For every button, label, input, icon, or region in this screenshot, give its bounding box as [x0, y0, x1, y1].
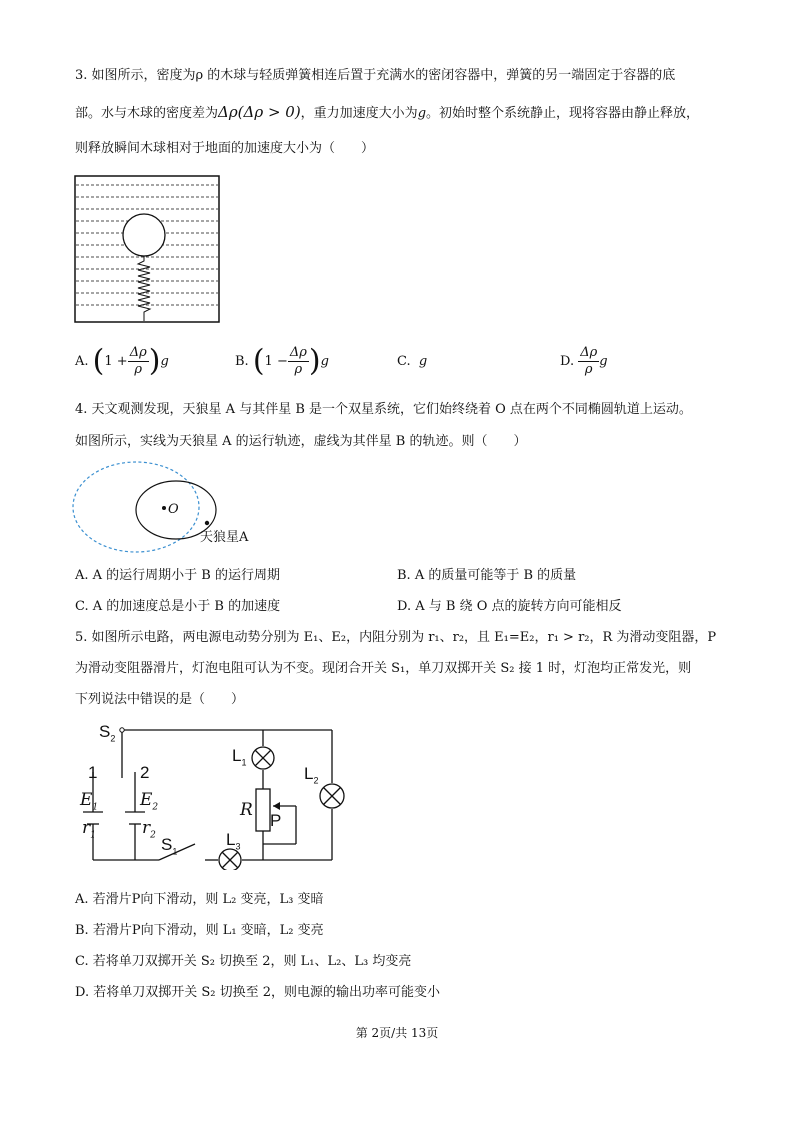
option-label: C.: [397, 354, 411, 369]
r2-label: $r_2$: [142, 818, 156, 841]
q3-b-numerator: Δρ: [289, 345, 307, 360]
q3-d-denominator: ρ: [584, 362, 593, 377]
q3-a-term: 1 +: [104, 354, 128, 369]
q5-stem-line2: 为滑动变阻器滑片，灯泡电阻可认为不变。现闭合开关 S₁，单刀双掷开关 S₂ 接 1 时，灯泡均正常发光，则: [75, 661, 692, 676]
terminal-1-label: 1: [88, 763, 98, 782]
q5-option-c[interactable]: C. 若将单刀双掷开关 S₂ 切换至 2，则 L₁、L₂、L₃ 均变亮: [75, 954, 412, 969]
q3-a-denominator: ρ: [134, 362, 143, 377]
q3-d-numerator: Δρ: [580, 345, 598, 360]
q3-g: g: [417, 106, 427, 121]
q3-b-denominator: ρ: [294, 362, 303, 377]
e2-label: $E_2$: [140, 790, 159, 813]
q3-option-d[interactable]: [560, 345, 608, 378]
q4-sirius-a-label: 天狼星A: [200, 530, 249, 545]
q3-a-g: g: [160, 354, 169, 369]
s1-label: $S_1$: [161, 835, 178, 857]
s2-label: $S_2$: [99, 722, 116, 744]
q5-option-d[interactable]: D. 若将单刀双掷开关 S₂ 切换至 2，则电源的输出功率可能变小: [75, 985, 441, 1000]
q3-d-g: g: [599, 354, 608, 369]
q3-density-expr: Δρ(Δρ > 0): [218, 103, 301, 121]
q3-b-g: g: [320, 354, 329, 369]
page-footer: 第 2页/共 13页: [355, 1026, 439, 1040]
q3-text: ，重力加速度大小为: [300, 106, 418, 121]
option-label: D.: [560, 354, 575, 369]
q4-option-a[interactable]: A. A 的运行周期小于 B 的运行周期: [75, 568, 280, 583]
q3-container-figure: [74, 175, 220, 323]
q4-option-c[interactable]: C. A 的加速度总是小于 B 的加速度: [75, 599, 281, 614]
q5-circuit-figure: [75, 718, 345, 870]
l2-label: $L_2$: [304, 764, 319, 786]
q3-option-a[interactable]: A. (1 + $\frac{\Delta\rho}{\rho}$ )g: [75, 343, 169, 379]
e1-label: $E_1$: [80, 790, 99, 813]
q3-stem-line2: [75, 102, 699, 124]
q3-b-term: 1 −: [264, 354, 288, 369]
l3-label: $L_3$: [226, 830, 241, 852]
q4-point-o-label: O: [168, 502, 179, 517]
q5-stem-line3: 下列说法中错误的是（ ）: [75, 692, 245, 707]
q5-stem-line1: 5. 如图所示电路，两电源电动势分别为 E₁、E₂，内阻分别为 r₁、r₂，且 E₁=E₂，r₁ > r₂，R 为滑动变阻器，P: [75, 630, 717, 645]
option-label: B.: [235, 354, 249, 369]
r1-label: $r_1$: [82, 818, 96, 841]
option-label: A.: [75, 354, 89, 369]
l1-label: $L_1$: [232, 746, 247, 768]
q3-a-numerator: Δρ: [129, 345, 147, 360]
q3-option-c[interactable]: [397, 352, 427, 372]
q4-stem-line2: 如图所示，实线为天狼星 A 的运行轨迹，虚线为其伴星 B 的轨迹。则（ ）: [75, 434, 527, 449]
terminal-2-label: 2: [140, 763, 150, 782]
q3-text: 。初始时整个系统静止，现将容器由静止释放，: [426, 106, 700, 121]
q4-stem-line1: 4. 天文观测发现，天狼星 A 与其伴星 B 是一个双星系统，它们始终绕着 O 点在两个不同椭圆轨道上运动。: [75, 402, 692, 417]
slider-p-label: P: [270, 811, 282, 830]
q3-c-g: g: [418, 354, 428, 369]
q3-stem-line1: 3. 如图所示，密度为ρ 的木球与轻质弹簧相连后置于充满水的密闭容器中，弹簧的另一端固定于容器的底: [75, 68, 676, 83]
q5-option-a[interactable]: A. 若滑片P向下滑动，则 L₂ 变亮，L₃ 变暗: [75, 892, 324, 907]
q3-option-b[interactable]: B. (1 − $\frac{\Delta\rho}{\rho}$ )g: [235, 343, 329, 379]
q3-text: 部。水与木球的密度差为: [75, 106, 219, 121]
rheostat-r-label: R: [240, 800, 253, 820]
q4-option-b[interactable]: B. A 的质量可能等于 B 的质量: [397, 568, 577, 583]
q3-stem-line3: 则释放瞬间木球相对于地面的加速度大小为（ ）: [75, 141, 375, 156]
q5-option-b[interactable]: B. 若滑片P向下滑动，则 L₁ 变暗，L₂ 变亮: [75, 923, 324, 938]
q4-option-d[interactable]: D. A 与 B 绕 O 点的旋转方向可能相反: [397, 599, 622, 614]
